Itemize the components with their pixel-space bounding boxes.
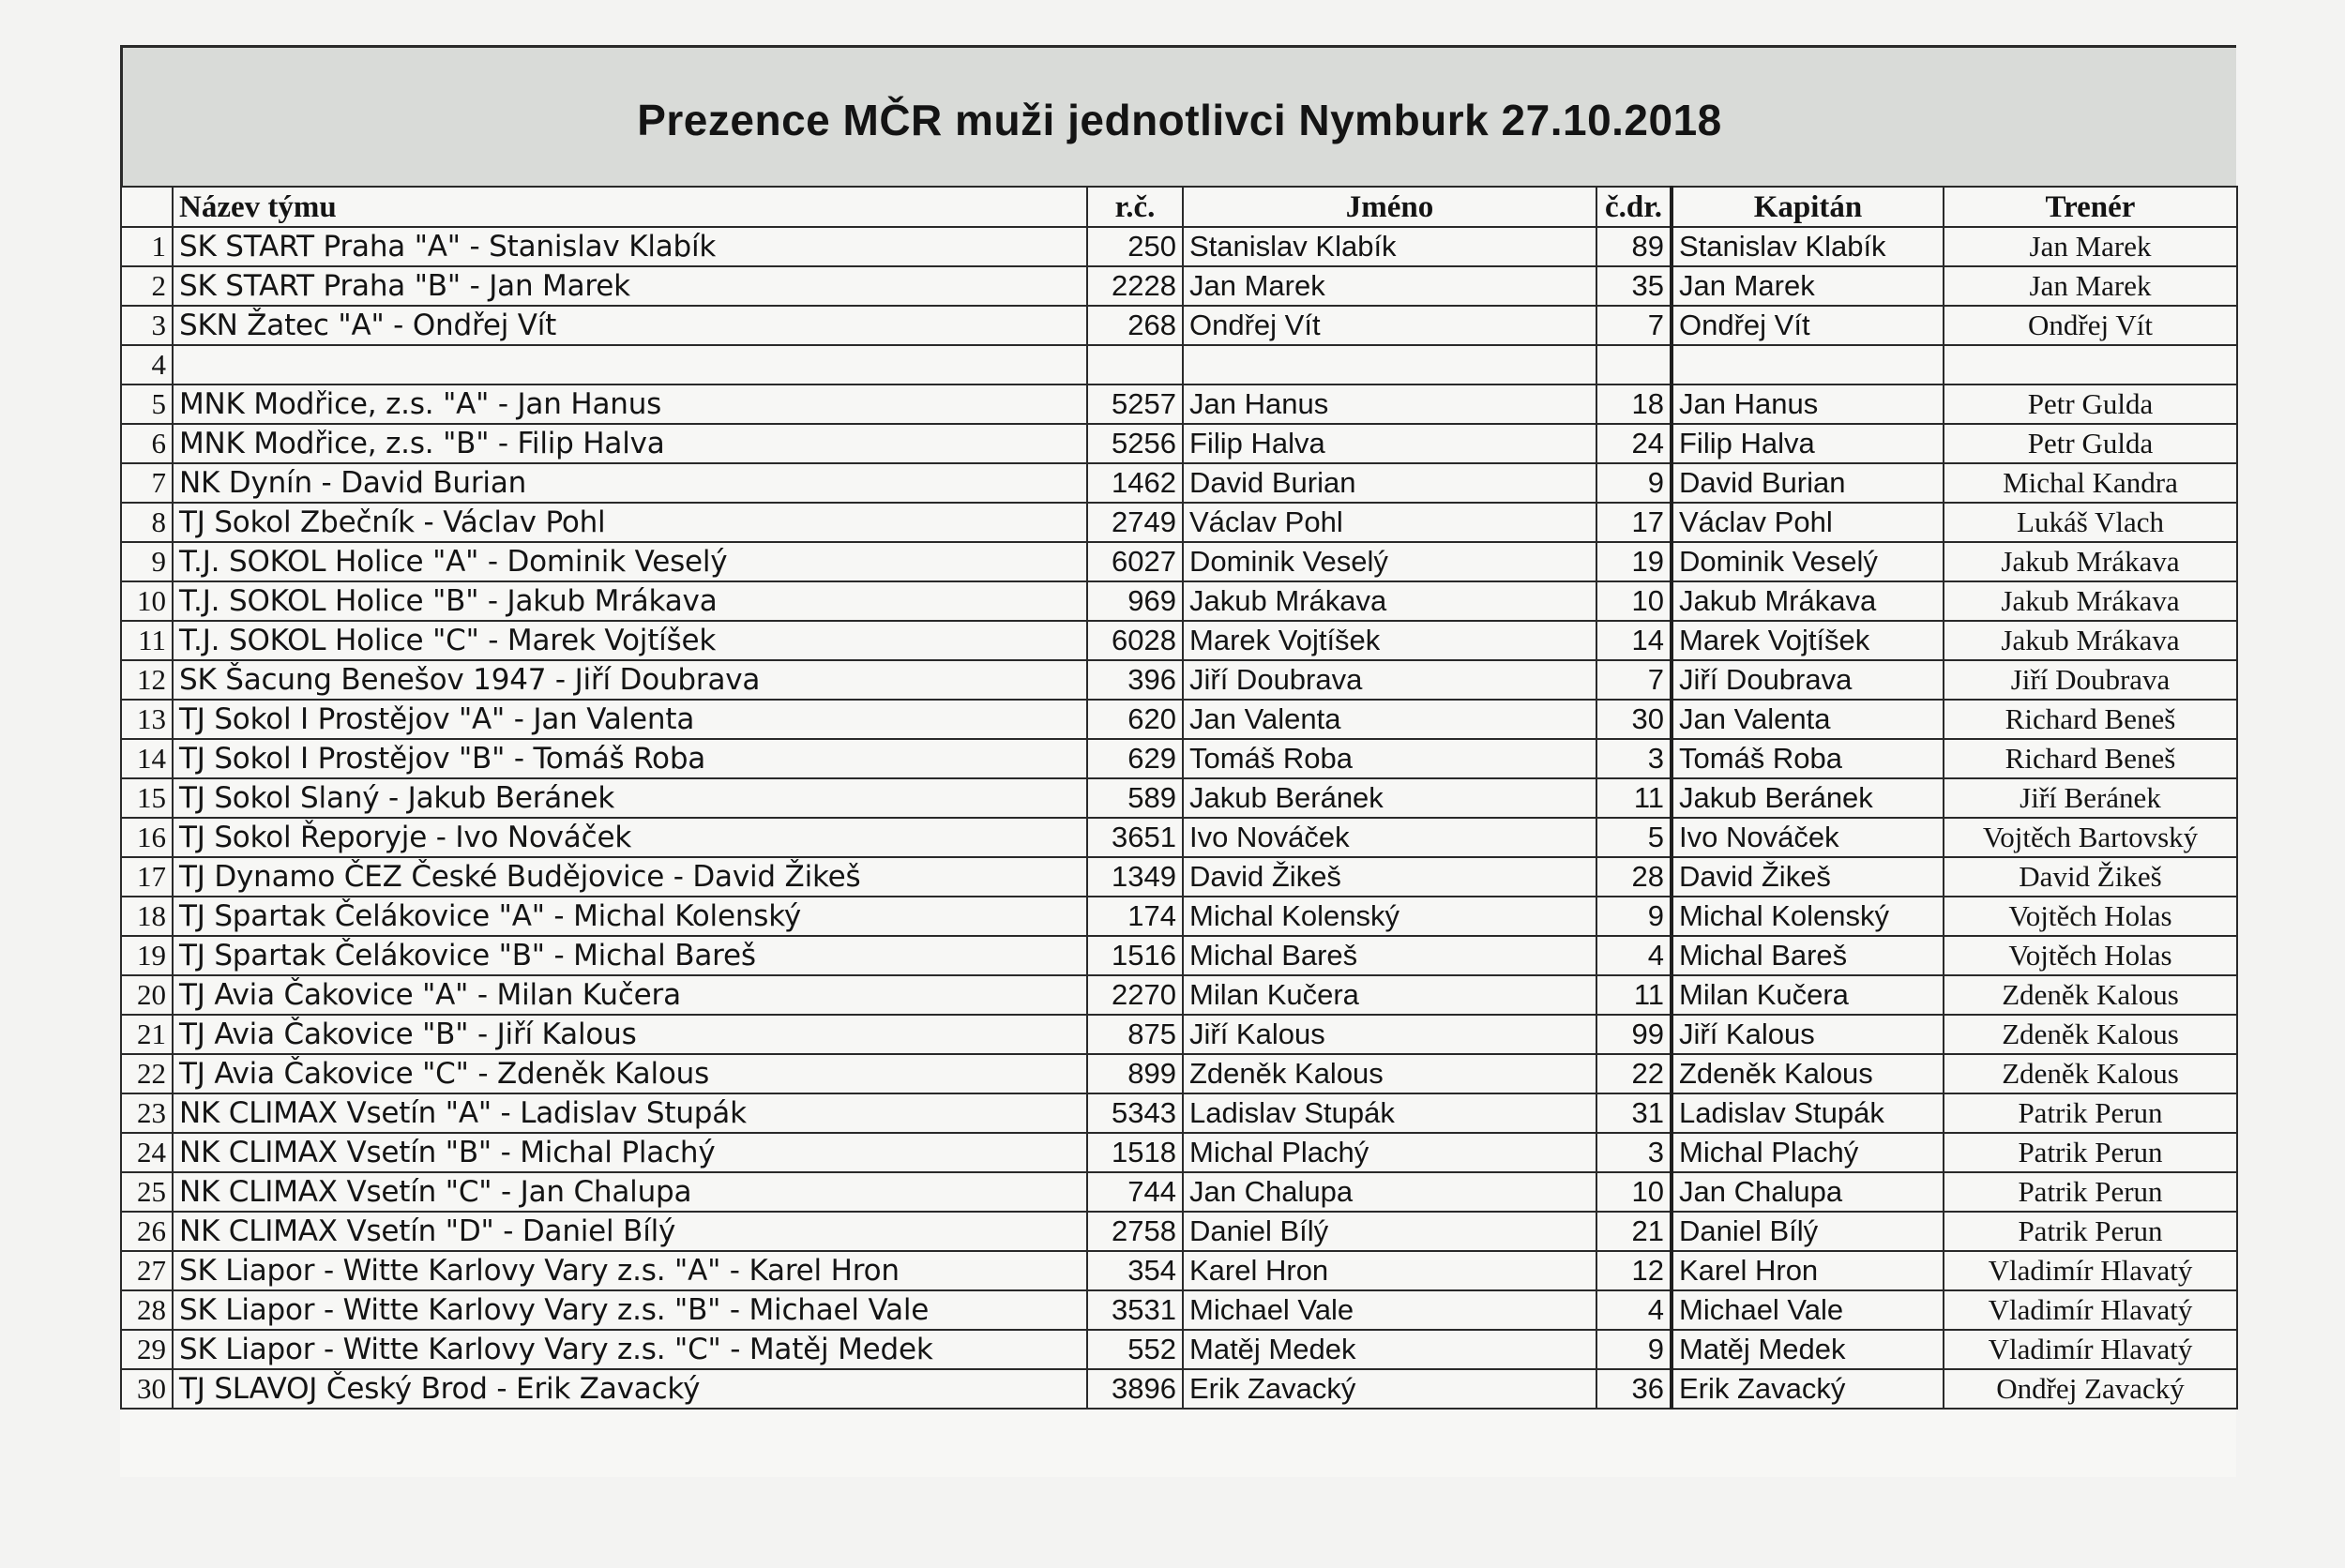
- team-name-cell: SK START Praha "A" - Stanislav Klabík: [173, 227, 1087, 266]
- jersey-number-cell: 5: [1596, 818, 1672, 857]
- player-name-cell: Jiří Doubrava: [1183, 660, 1596, 700]
- table-header-row: [121, 187, 2237, 227]
- table-row: [121, 1093, 2237, 1133]
- team-name-cell: SK Liapor - Witte Karlovy Vary z.s. "B" - Michael Vale: [173, 1290, 1087, 1330]
- player-name-cell: Tomáš Roba: [1183, 739, 1596, 778]
- jersey-number-cell: 89: [1596, 227, 1672, 266]
- jersey-number-cell: 10: [1596, 1172, 1672, 1212]
- jersey-number-cell: 9: [1596, 1330, 1672, 1369]
- player-name-cell: David Burian: [1183, 463, 1596, 503]
- team-name-cell: TJ Sokol I Prostějov "A" - Jan Valenta: [173, 700, 1087, 739]
- table-row: [121, 1251, 2237, 1290]
- row-number-cell: 14: [121, 739, 173, 778]
- row-number-cell: 28: [121, 1290, 173, 1330]
- team-name-cell: [173, 345, 1087, 384]
- captain-cell: Ivo Nováček: [1672, 818, 1944, 857]
- coach-cell: Patrik Perun: [1944, 1172, 2237, 1212]
- coach-cell: Patrik Perun: [1944, 1133, 2237, 1172]
- jersey-number-cell: 4: [1596, 1290, 1672, 1330]
- team-name-cell: NK CLIMAX Vsetín "A" - Ladislav Stupák: [173, 1093, 1087, 1133]
- player-name-cell: Karel Hron: [1183, 1251, 1596, 1290]
- row-number-cell: 24: [121, 1133, 173, 1172]
- table-row: [121, 266, 2237, 306]
- team-name-cell: T.J. SOKOL Holice "C" - Marek Vojtíšek: [173, 621, 1087, 660]
- table-row: [121, 936, 2237, 975]
- captain-cell: Václav Pohl: [1672, 503, 1944, 542]
- table-row: [121, 424, 2237, 463]
- attendance-sheet: [120, 45, 2236, 1477]
- player-name-cell: Václav Pohl: [1183, 503, 1596, 542]
- jersey-number-cell: 9: [1596, 463, 1672, 503]
- team-name-cell: NK CLIMAX Vsetín "C" - Jan Chalupa: [173, 1172, 1087, 1212]
- jersey-number-cell: 35: [1596, 266, 1672, 306]
- team-name-cell: NK CLIMAX Vsetín "D" - Daniel Bílý: [173, 1212, 1087, 1251]
- coach-cell: Jan Marek: [1944, 266, 2237, 306]
- jersey-number-cell: 18: [1596, 384, 1672, 424]
- column-header-number: [121, 187, 173, 227]
- coach-cell: Michal Kandra: [1944, 463, 2237, 503]
- table-row: [121, 975, 2237, 1015]
- table-row: [121, 1015, 2237, 1054]
- jersey-number-cell: [1596, 345, 1672, 384]
- player-name-cell: Marek Vojtíšek: [1183, 621, 1596, 660]
- jersey-number-cell: 21: [1596, 1212, 1672, 1251]
- player-name-cell: Ivo Nováček: [1183, 818, 1596, 857]
- captain-cell: Filip Halva: [1672, 424, 1944, 463]
- jersey-number-cell: 36: [1596, 1369, 1672, 1409]
- row-number-cell: 29: [121, 1330, 173, 1369]
- coach-cell: Patrik Perun: [1944, 1212, 2237, 1251]
- row-number-cell: 22: [121, 1054, 173, 1093]
- team-name-cell: SK Liapor - Witte Karlovy Vary z.s. "A" - Karel Hron: [173, 1251, 1087, 1290]
- team-name-cell: TJ Sokol I Prostějov "B" - Tomáš Roba: [173, 739, 1087, 778]
- table-row: [121, 818, 2237, 857]
- registration-number-cell: 396: [1087, 660, 1183, 700]
- registration-number-cell: 3531: [1087, 1290, 1183, 1330]
- player-name-cell: Erik Zavacký: [1183, 1369, 1596, 1409]
- registration-number-cell: 744: [1087, 1172, 1183, 1212]
- jersey-number-cell: 12: [1596, 1251, 1672, 1290]
- coach-cell: Zdeněk Kalous: [1944, 1054, 2237, 1093]
- captain-cell: Jan Marek: [1672, 266, 1944, 306]
- player-name-cell: Matěj Medek: [1183, 1330, 1596, 1369]
- row-number-cell: 21: [121, 1015, 173, 1054]
- roster-table: [120, 186, 2238, 1410]
- registration-number-cell: 620: [1087, 700, 1183, 739]
- team-name-cell: MNK Modřice, z.s. "B" - Filip Halva: [173, 424, 1087, 463]
- captain-cell: Michael Vale: [1672, 1290, 1944, 1330]
- jersey-number-cell: 31: [1596, 1093, 1672, 1133]
- row-number-cell: 11: [121, 621, 173, 660]
- jersey-number-cell: 14: [1596, 621, 1672, 660]
- table-row: [121, 463, 2237, 503]
- player-name-cell: Filip Halva: [1183, 424, 1596, 463]
- column-header-team: Název týmu: [173, 187, 1087, 227]
- registration-number-cell: 268: [1087, 306, 1183, 345]
- coach-cell: Richard Beneš: [1944, 739, 2237, 778]
- captain-cell: David Žikeš: [1672, 857, 1944, 897]
- team-name-cell: TJ Avia Čakovice "B" - Jiří Kalous: [173, 1015, 1087, 1054]
- player-name-cell: Michal Plachý: [1183, 1133, 1596, 1172]
- row-number-cell: 25: [121, 1172, 173, 1212]
- registration-number-cell: 552: [1087, 1330, 1183, 1369]
- player-name-cell: Jiří Kalous: [1183, 1015, 1596, 1054]
- registration-number-cell: 1516: [1087, 936, 1183, 975]
- table-row: [121, 1054, 2237, 1093]
- team-name-cell: TJ Avia Čakovice "C" - Zdeněk Kalous: [173, 1054, 1087, 1093]
- table-row: [121, 897, 2237, 936]
- player-name-cell: Ondřej Vít: [1183, 306, 1596, 345]
- column-header-rc: r.č.: [1087, 187, 1183, 227]
- table-row: [121, 621, 2237, 660]
- registration-number-cell: 5343: [1087, 1093, 1183, 1133]
- roster-body: [121, 227, 2237, 1409]
- registration-number-cell: 3896: [1087, 1369, 1183, 1409]
- registration-number-cell: [1087, 345, 1183, 384]
- team-name-cell: SKN Žatec "A" - Ondřej Vít: [173, 306, 1087, 345]
- team-name-cell: NK CLIMAX Vsetín "B" - Michal Plachý: [173, 1133, 1087, 1172]
- player-name-cell: Jakub Beránek: [1183, 778, 1596, 818]
- player-name-cell: David Žikeš: [1183, 857, 1596, 897]
- team-name-cell: MNK Modřice, z.s. "A" - Jan Hanus: [173, 384, 1087, 424]
- coach-cell: Vladimír Hlavatý: [1944, 1290, 2237, 1330]
- row-number-cell: 1: [121, 227, 173, 266]
- coach-cell: Jakub Mrákava: [1944, 581, 2237, 621]
- row-number-cell: 15: [121, 778, 173, 818]
- coach-cell: Jan Marek: [1944, 227, 2237, 266]
- row-number-cell: 27: [121, 1251, 173, 1290]
- table-row: [121, 739, 2237, 778]
- captain-cell: Stanislav Klabík: [1672, 227, 1944, 266]
- registration-number-cell: 6028: [1087, 621, 1183, 660]
- player-name-cell: Stanislav Klabík: [1183, 227, 1596, 266]
- registration-number-cell: 1349: [1087, 857, 1183, 897]
- title-band: [120, 45, 2236, 186]
- player-name-cell: Michal Kolenský: [1183, 897, 1596, 936]
- registration-number-cell: 969: [1087, 581, 1183, 621]
- captain-cell: Ladislav Stupák: [1672, 1093, 1944, 1133]
- jersey-number-cell: 4: [1596, 936, 1672, 975]
- jersey-number-cell: 24: [1596, 424, 1672, 463]
- registration-number-cell: 174: [1087, 897, 1183, 936]
- coach-cell: Petr Gulda: [1944, 384, 2237, 424]
- player-name-cell: Dominik Veselý: [1183, 542, 1596, 581]
- coach-cell: Jiří Doubrava: [1944, 660, 2237, 700]
- jersey-number-cell: 9: [1596, 897, 1672, 936]
- table-row: [121, 857, 2237, 897]
- jersey-number-cell: 7: [1596, 306, 1672, 345]
- table-row: [121, 503, 2237, 542]
- captain-cell: [1672, 345, 1944, 384]
- captain-cell: Jakub Mrákava: [1672, 581, 1944, 621]
- table-row: [121, 700, 2237, 739]
- table-row: [121, 1133, 2237, 1172]
- row-number-cell: 3: [121, 306, 173, 345]
- team-name-cell: TJ SLAVOJ Český Brod - Erik Zavacký: [173, 1369, 1087, 1409]
- team-name-cell: TJ Avia Čakovice "A" - Milan Kučera: [173, 975, 1087, 1015]
- team-name-cell: SK Šacung Benešov 1947 - Jiří Doubrava: [173, 660, 1087, 700]
- player-name-cell: Ladislav Stupák: [1183, 1093, 1596, 1133]
- row-number-cell: 7: [121, 463, 173, 503]
- jersey-number-cell: 7: [1596, 660, 1672, 700]
- row-number-cell: 12: [121, 660, 173, 700]
- captain-cell: Ondřej Vít: [1672, 306, 1944, 345]
- row-number-cell: 6: [121, 424, 173, 463]
- coach-cell: Ondřej Zavacký: [1944, 1369, 2237, 1409]
- captain-cell: Erik Zavacký: [1672, 1369, 1944, 1409]
- jersey-number-cell: 10: [1596, 581, 1672, 621]
- team-name-cell: TJ Spartak Čelákovice "A" - Michal Kolenský: [173, 897, 1087, 936]
- row-number-cell: 19: [121, 936, 173, 975]
- captain-cell: Jan Valenta: [1672, 700, 1944, 739]
- registration-number-cell: 5256: [1087, 424, 1183, 463]
- registration-number-cell: 2758: [1087, 1212, 1183, 1251]
- player-name-cell: Milan Kučera: [1183, 975, 1596, 1015]
- captain-cell: Jakub Beránek: [1672, 778, 1944, 818]
- captain-cell: Dominik Veselý: [1672, 542, 1944, 581]
- row-number-cell: 20: [121, 975, 173, 1015]
- table-row: [121, 227, 2237, 266]
- registration-number-cell: 2228: [1087, 266, 1183, 306]
- table-row: [121, 542, 2237, 581]
- jersey-number-cell: 30: [1596, 700, 1672, 739]
- coach-cell: Vojtěch Holas: [1944, 897, 2237, 936]
- captain-cell: Jiří Doubrava: [1672, 660, 1944, 700]
- coach-cell: Zdeněk Kalous: [1944, 1015, 2237, 1054]
- registration-number-cell: 875: [1087, 1015, 1183, 1054]
- team-name-cell: TJ Sokol Zbečník - Václav Pohl: [173, 503, 1087, 542]
- registration-number-cell: 354: [1087, 1251, 1183, 1290]
- jersey-number-cell: 11: [1596, 778, 1672, 818]
- player-name-cell: Jan Marek: [1183, 266, 1596, 306]
- player-name-cell: Michal Bareš: [1183, 936, 1596, 975]
- row-number-cell: 8: [121, 503, 173, 542]
- registration-number-cell: 1462: [1087, 463, 1183, 503]
- table-row: [121, 660, 2237, 700]
- captain-cell: Karel Hron: [1672, 1251, 1944, 1290]
- column-header-captain: Kapitán: [1672, 187, 1944, 227]
- row-number-cell: 5: [121, 384, 173, 424]
- coach-cell: Vojtěch Bartovský: [1944, 818, 2237, 857]
- coach-cell: Vojtěch Holas: [1944, 936, 2237, 975]
- row-number-cell: 26: [121, 1212, 173, 1251]
- coach-cell: Richard Beneš: [1944, 700, 2237, 739]
- row-number-cell: 23: [121, 1093, 173, 1133]
- captain-cell: Michal Bareš: [1672, 936, 1944, 975]
- player-name-cell: Jan Hanus: [1183, 384, 1596, 424]
- registration-number-cell: 1518: [1087, 1133, 1183, 1172]
- row-number-cell: 18: [121, 897, 173, 936]
- table-row: [121, 384, 2237, 424]
- row-number-cell: 16: [121, 818, 173, 857]
- registration-number-cell: 3651: [1087, 818, 1183, 857]
- registration-number-cell: 899: [1087, 1054, 1183, 1093]
- coach-cell: Lukáš Vlach: [1944, 503, 2237, 542]
- jersey-number-cell: 99: [1596, 1015, 1672, 1054]
- jersey-number-cell: 3: [1596, 1133, 1672, 1172]
- column-header-name: Jméno: [1183, 187, 1596, 227]
- registration-number-cell: 589: [1087, 778, 1183, 818]
- jersey-number-cell: 19: [1596, 542, 1672, 581]
- table-row: [121, 345, 2237, 384]
- captain-cell: Zdeněk Kalous: [1672, 1054, 1944, 1093]
- team-name-cell: SK Liapor - Witte Karlovy Vary z.s. "C" - Matěj Medek: [173, 1330, 1087, 1369]
- player-name-cell: Zdeněk Kalous: [1183, 1054, 1596, 1093]
- table-row: [121, 581, 2237, 621]
- player-name-cell: Daniel Bílý: [1183, 1212, 1596, 1251]
- player-name-cell: Jan Valenta: [1183, 700, 1596, 739]
- registration-number-cell: 6027: [1087, 542, 1183, 581]
- table-row: [121, 306, 2237, 345]
- captain-cell: Tomáš Roba: [1672, 739, 1944, 778]
- jersey-number-cell: 3: [1596, 739, 1672, 778]
- captain-cell: Jan Hanus: [1672, 384, 1944, 424]
- registration-number-cell: 629: [1087, 739, 1183, 778]
- player-name-cell: Jakub Mrákava: [1183, 581, 1596, 621]
- team-name-cell: T.J. SOKOL Holice "B" - Jakub Mrákava: [173, 581, 1087, 621]
- team-name-cell: TJ Sokol Slaný - Jakub Beránek: [173, 778, 1087, 818]
- coach-cell: [1944, 345, 2237, 384]
- coach-cell: Vladimír Hlavatý: [1944, 1251, 2237, 1290]
- coach-cell: Jiří Beránek: [1944, 778, 2237, 818]
- jersey-number-cell: 28: [1596, 857, 1672, 897]
- column-header-jersey: č.dr.: [1596, 187, 1672, 227]
- team-name-cell: TJ Sokol Řeporyje - Ivo Nováček: [173, 818, 1087, 857]
- captain-cell: Marek Vojtíšek: [1672, 621, 1944, 660]
- coach-cell: David Žikeš: [1944, 857, 2237, 897]
- registration-number-cell: 2749: [1087, 503, 1183, 542]
- coach-cell: Zdeněk Kalous: [1944, 975, 2237, 1015]
- registration-number-cell: 250: [1087, 227, 1183, 266]
- registration-number-cell: 2270: [1087, 975, 1183, 1015]
- table-row: [121, 1212, 2237, 1251]
- jersey-number-cell: 22: [1596, 1054, 1672, 1093]
- row-number-cell: 17: [121, 857, 173, 897]
- team-name-cell: NK Dynín - David Burian: [173, 463, 1087, 503]
- coach-cell: Jakub Mrákava: [1944, 542, 2237, 581]
- table-row: [121, 1172, 2237, 1212]
- coach-cell: Jakub Mrákava: [1944, 621, 2237, 660]
- captain-cell: David Burian: [1672, 463, 1944, 503]
- coach-cell: Petr Gulda: [1944, 424, 2237, 463]
- captain-cell: Michal Plachý: [1672, 1133, 1944, 1172]
- captain-cell: Matěj Medek: [1672, 1330, 1944, 1369]
- player-name-cell: Michael Vale: [1183, 1290, 1596, 1330]
- coach-cell: Ondřej Vít: [1944, 306, 2237, 345]
- player-name-cell: [1183, 345, 1596, 384]
- table-row: [121, 1290, 2237, 1330]
- team-name-cell: SK START Praha "B" - Jan Marek: [173, 266, 1087, 306]
- page-title: Prezence MČR muži jednotlivci Nymburk 27.10.2018: [637, 96, 1722, 144]
- coach-cell: Patrik Perun: [1944, 1093, 2237, 1133]
- table-row: [121, 1330, 2237, 1369]
- table-row: [121, 1369, 2237, 1409]
- coach-cell: Vladimír Hlavatý: [1944, 1330, 2237, 1369]
- captain-cell: Jiří Kalous: [1672, 1015, 1944, 1054]
- row-number-cell: 30: [121, 1369, 173, 1409]
- registration-number-cell: 5257: [1087, 384, 1183, 424]
- captain-cell: Milan Kučera: [1672, 975, 1944, 1015]
- team-name-cell: TJ Spartak Čelákovice "B" - Michal Bareš: [173, 936, 1087, 975]
- captain-cell: Daniel Bílý: [1672, 1212, 1944, 1251]
- row-number-cell: 13: [121, 700, 173, 739]
- column-header-coach: Trenér: [1944, 187, 2237, 227]
- row-number-cell: 2: [121, 266, 173, 306]
- row-number-cell: 9: [121, 542, 173, 581]
- jersey-number-cell: 11: [1596, 975, 1672, 1015]
- row-number-cell: 10: [121, 581, 173, 621]
- jersey-number-cell: 17: [1596, 503, 1672, 542]
- table-row: [121, 778, 2237, 818]
- team-name-cell: T.J. SOKOL Holice "A" - Dominik Veselý: [173, 542, 1087, 581]
- captain-cell: Jan Chalupa: [1672, 1172, 1944, 1212]
- row-number-cell: 4: [121, 345, 173, 384]
- player-name-cell: Jan Chalupa: [1183, 1172, 1596, 1212]
- captain-cell: Michal Kolenský: [1672, 897, 1944, 936]
- team-name-cell: TJ Dynamo ČEZ České Budějovice - David Žikeš: [173, 857, 1087, 897]
